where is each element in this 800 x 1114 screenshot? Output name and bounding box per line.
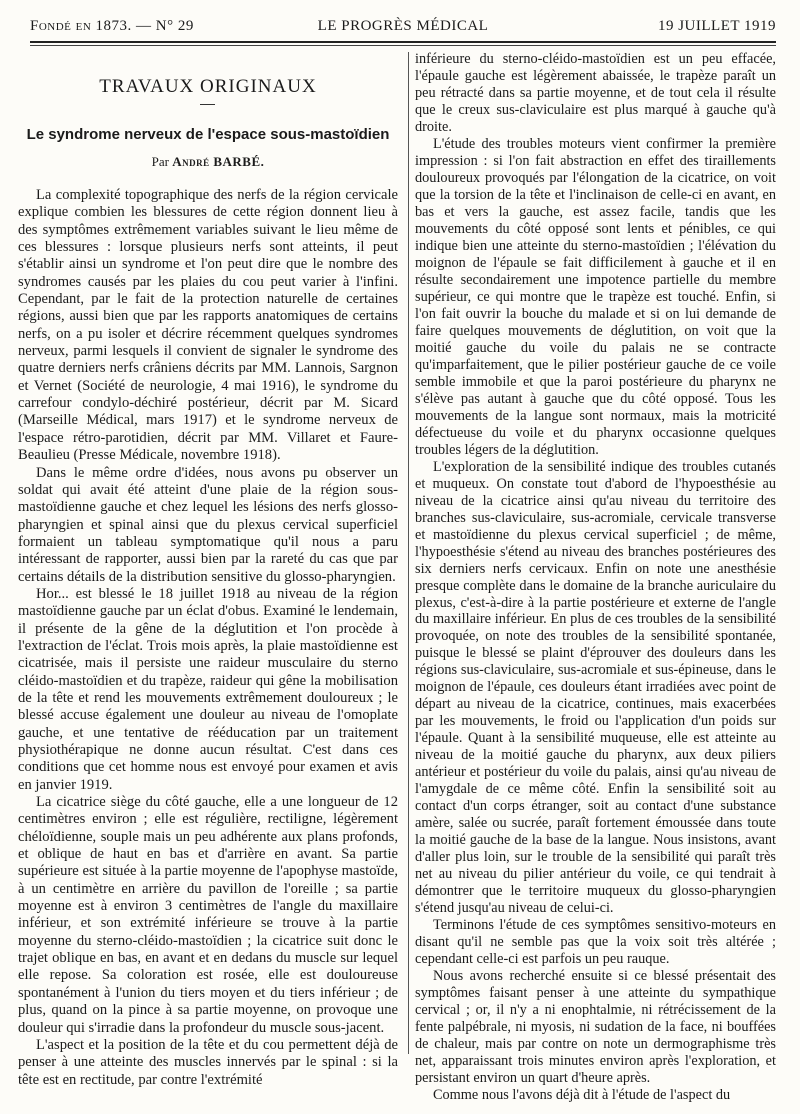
paragraph: Dans le même ordre d'idées, nous avons pu observer un soldat qui avait été atteint d'une plaie de la région sous-mastoïdienne gauche et chez lequel les lésions des nerfs glosso-pharyngien et spinal ainsi que du plexus cervical superficiel formaient un tableau symptomatique qu'il nous a paru intéressant de rapporter, aussi bien par la rareté du cas que par certains détails de la distribution sensitive du glosso-pharyngien. xyxy=(18,464,398,585)
paragraph: Hor... est blessé le 18 juillet 1918 au niveau de la région mastoïdienne gauche par un éclat d'obus. Examiné le lendemain, il présente de la gêne de la déglutition et l'on procède à l'extraction de l'éclat. Trois mois après, la plaie mastoïdienne est cicatrisée, mais il persiste une raideur musculaire du sterno cléido-mastoïdien et du trapèze, raideur qui gêne la mobilisation de la tête et rend les mouvements extrêmement douloureux ; le blessé accuse également une douleur au niveau de l'omoplate gauche, et une tentative de rééducation par un traitement physiothérapique ne donne aucun résultat. C'est dans ces conditions que cet homme nous est envoyé pour examen et avis en janvier 1919. xyxy=(18,585,398,793)
paragraph: L'aspect et la position de la tête et du cou permettent déjà de penser à une atteinte des muscles innervés par le spinal : si la tête est en rectitude, par contre l'extrémité xyxy=(18,1036,398,1088)
left-column-body xyxy=(18,187,398,1089)
paragraph: Comme nous l'avons déjà dit à l'étude de l'aspect du xyxy=(433,1087,731,1104)
header-journal-title: LE PROGRÈS MÉDICAL xyxy=(317,18,489,34)
byline xyxy=(18,154,398,170)
author-name: André BARBÉ. xyxy=(172,154,265,169)
section-title-dash xyxy=(200,104,215,105)
right-column-body xyxy=(415,51,776,1104)
header-founding-issue: Fondé en 1873. — N° 29 xyxy=(30,18,194,34)
paragraph: L'étude des troubles moteurs vient confirmer la première impression : si l'on fait abstraction en effet des tiraillements douloureux provoqués par l'élongation de la cicatrice, on voit que la torsion de la tête et l'inclinaison de celle-ci en avant, en bas et vers la gauche, est assez facile, tandis que les mouvements du côté opposé sont lents et pénibles, ce qui indique bien une atteinte du sterno-mastoïdien ; l'élévation du moignon de l'épaule se fait difficilement à gauche et il en résulte secondairement une impotence partielle du membre supérieur, ce qui montre que le trapèze est touché. Enfin, si l'on fait ouvrir la bouche du malade et si on lui demande de faire quelques mouvements de déglutition, on voit que la moitié gauche du voile du palais ne se contracte qu'imparfaitement, que le pilier postérieur gauche de ce voile semble immobile et que la paroi postérieure du pharynx ne s'élève pas autant à gauche que du côté opposé. Tous les mouvements de la langue sont normaux, mais la motricité défectueuse du voile et du pharynx occasionne quelques troubles légers de la déglutition. xyxy=(415,135,776,458)
paragraph: La complexité topographique des nerfs de la région cervicale explique combien les blessures de cette région donnent lieu à des symptômes extrêmement variables suivant le lieu même de ces blessures : lorsque plusieurs nerfs sont atteints, il peut s'établir ainsi un syndrome et l'on peut dire que le nombre des syndromes causés par les plaies du cou peut varier à l'infini. Cependant, par le fait de la protection naturelle de certaines régions, aussi bien que par les rapports anatomiques de certains nerfs, on a pu isoler et décrire récemment quelques syndromes nerveux, parmi lesquels il convient de signaler le syndrome des quatre derniers nerfs crâniens décrits par MM. Lannois, Sargnon et Vernet (Société de neurologie, 4 mai 1916), le syndrome du carrefour condylo-déchiré postérieur, décrit par M. Sicard (Marseille Médical, mars 1917) et le syndrome nerveux de l'espace rétro-parotidien, décrit par MM. Villaret et Faure-Beaulieu (Presse Médicale, novembre 1918). xyxy=(18,187,398,464)
section-title: TRAVAUX ORIGINAUX xyxy=(99,76,317,97)
paragraph: L'exploration de la sensibilité indique des troubles cutanés et muqueux. On constate tout d'abord de l'hypoesthésie au niveau de la cicatrice ainsi qu'au niveau du territoire des branches sus-claviculaire, sus-acromiale, cervicale transverse et mastoïdienne du plexus cervical superficiel ; de même, l'hypoesthésie s'étend au niveau des branches postérieures des six derniers nerfs cervicaux. Enfin on note une anesthésie presque complète dans le domaine de la branche auriculaire du plexus, c'est-à-dire à la partie postérieure et externe de l'angle du maxillaire inférieur. En plus de ces troubles de la sensibilité provoquée, on note des troubles de la sensibilité spontanée, puisque le blessé se plaint d'éprouver des douleurs dans les régions sus-claviculaire, sus-acromiale et sus-épineuse, dans le moignon de l'épaule, ces douleurs étant irradiées avec point de départ au niveau de la cicatrice, continues, mais exacerbées par les mouvements, le froid ou l'application d'un poids sur l'épaule. Quant à la sensibilité muqueuse, elle est atteinte au niveau de la moitié gauche du pharynx, aux deux piliers antérieur et postérieur du voile du palais, ainsi qu'au niveau de l'amygdale de ce même côté. Enfin la sensibilité soit au contact d'un corps étranger, soit au contact d'une substance amère, salée ou sucrée, paraît fortement émoussée dans toute la moitié gauche de la base de la langue. Nous insistons, avant d'aller plus loin, sur le trouble de la sensibilité qui paraît très net au niveau du pilier antérieur du voile, ce qui tendrait à démontrer que le territoire muqueux du glosso-pharyngien s'étend jusqu'au niveau de celui-ci. xyxy=(415,458,776,917)
article-title: Le syndrome nerveux de l'espace sous-mastoïdien xyxy=(26,126,390,143)
header-rule-thick xyxy=(30,41,776,43)
column-divider xyxy=(408,52,409,1054)
paragraph: Terminons l'étude de ces symptômes sensitivo-moteurs en disant qu'il ne semble pas que la voix soit très altérée ; cependant celle-ci est parfois un peu rauque. xyxy=(415,917,776,968)
header-rule-thin xyxy=(30,45,776,46)
paragraph: La cicatrice siège du côté gauche, elle a une longueur de 12 centimètres environ ; elle est régulière, rectiligne, légèrement chéloïdienne, souple mais un peu adhérente aux plans profonds, et oblique de haut en bas et d'arrière en avant. Sa partie supérieure est située à la partie moyenne de l'apophyse mastoïde, à un centimètre en arrière du pavillon de l'oreille ; sa partie moyenne est à environ 3 centimètres de l'angle du maxillaire inférieur, et son extrémité inférieure se trouve à la partie moyenne du sterno-cléido-mastoïdien ; la cicatrice suit donc le trajet oblique en bas, en avant et en dedans du muscle sur lequel elle repose. Sa coloration est rosée, elle est douloureuse spontanément à l'union du tiers moyen et du tiers inférieur ; de plus, quand on la pince à sa partie moyenne, on provoque une douleur qui s'irradie dans la profondeur du muscle sous-jacent. xyxy=(18,794,398,1036)
paragraph-continued: inférieure du sterno-cléido-mastoïdien est un peu effacée, l'épaule gauche est légèrement abaissée, le trapèze paraît un peu rétracté dans sa partie moyenne, et de tout cela il résulte que le creux sus-claviculaire est plus marqué à gauche qu'à droite. xyxy=(415,51,776,135)
byline-prefix: Par xyxy=(151,154,173,169)
running-header xyxy=(30,18,776,40)
header-date: 19 JUILLET 1919 xyxy=(657,18,776,34)
paragraph: Nous avons recherché ensuite si ce blessé présentait des symptômes faisant penser à une atteinte du sympathique cervical ; or, il n'y a ni enophtalmie, ni rétrécissement de la fente palpébrale, ni myosis, ni sudation de la face, ni bouffées de chaleur, mais par contre on note un dermographisme très net, apparaissant trois minutes environ après l'exploration, et persistant environ un quart d'heure après. xyxy=(415,968,776,1087)
